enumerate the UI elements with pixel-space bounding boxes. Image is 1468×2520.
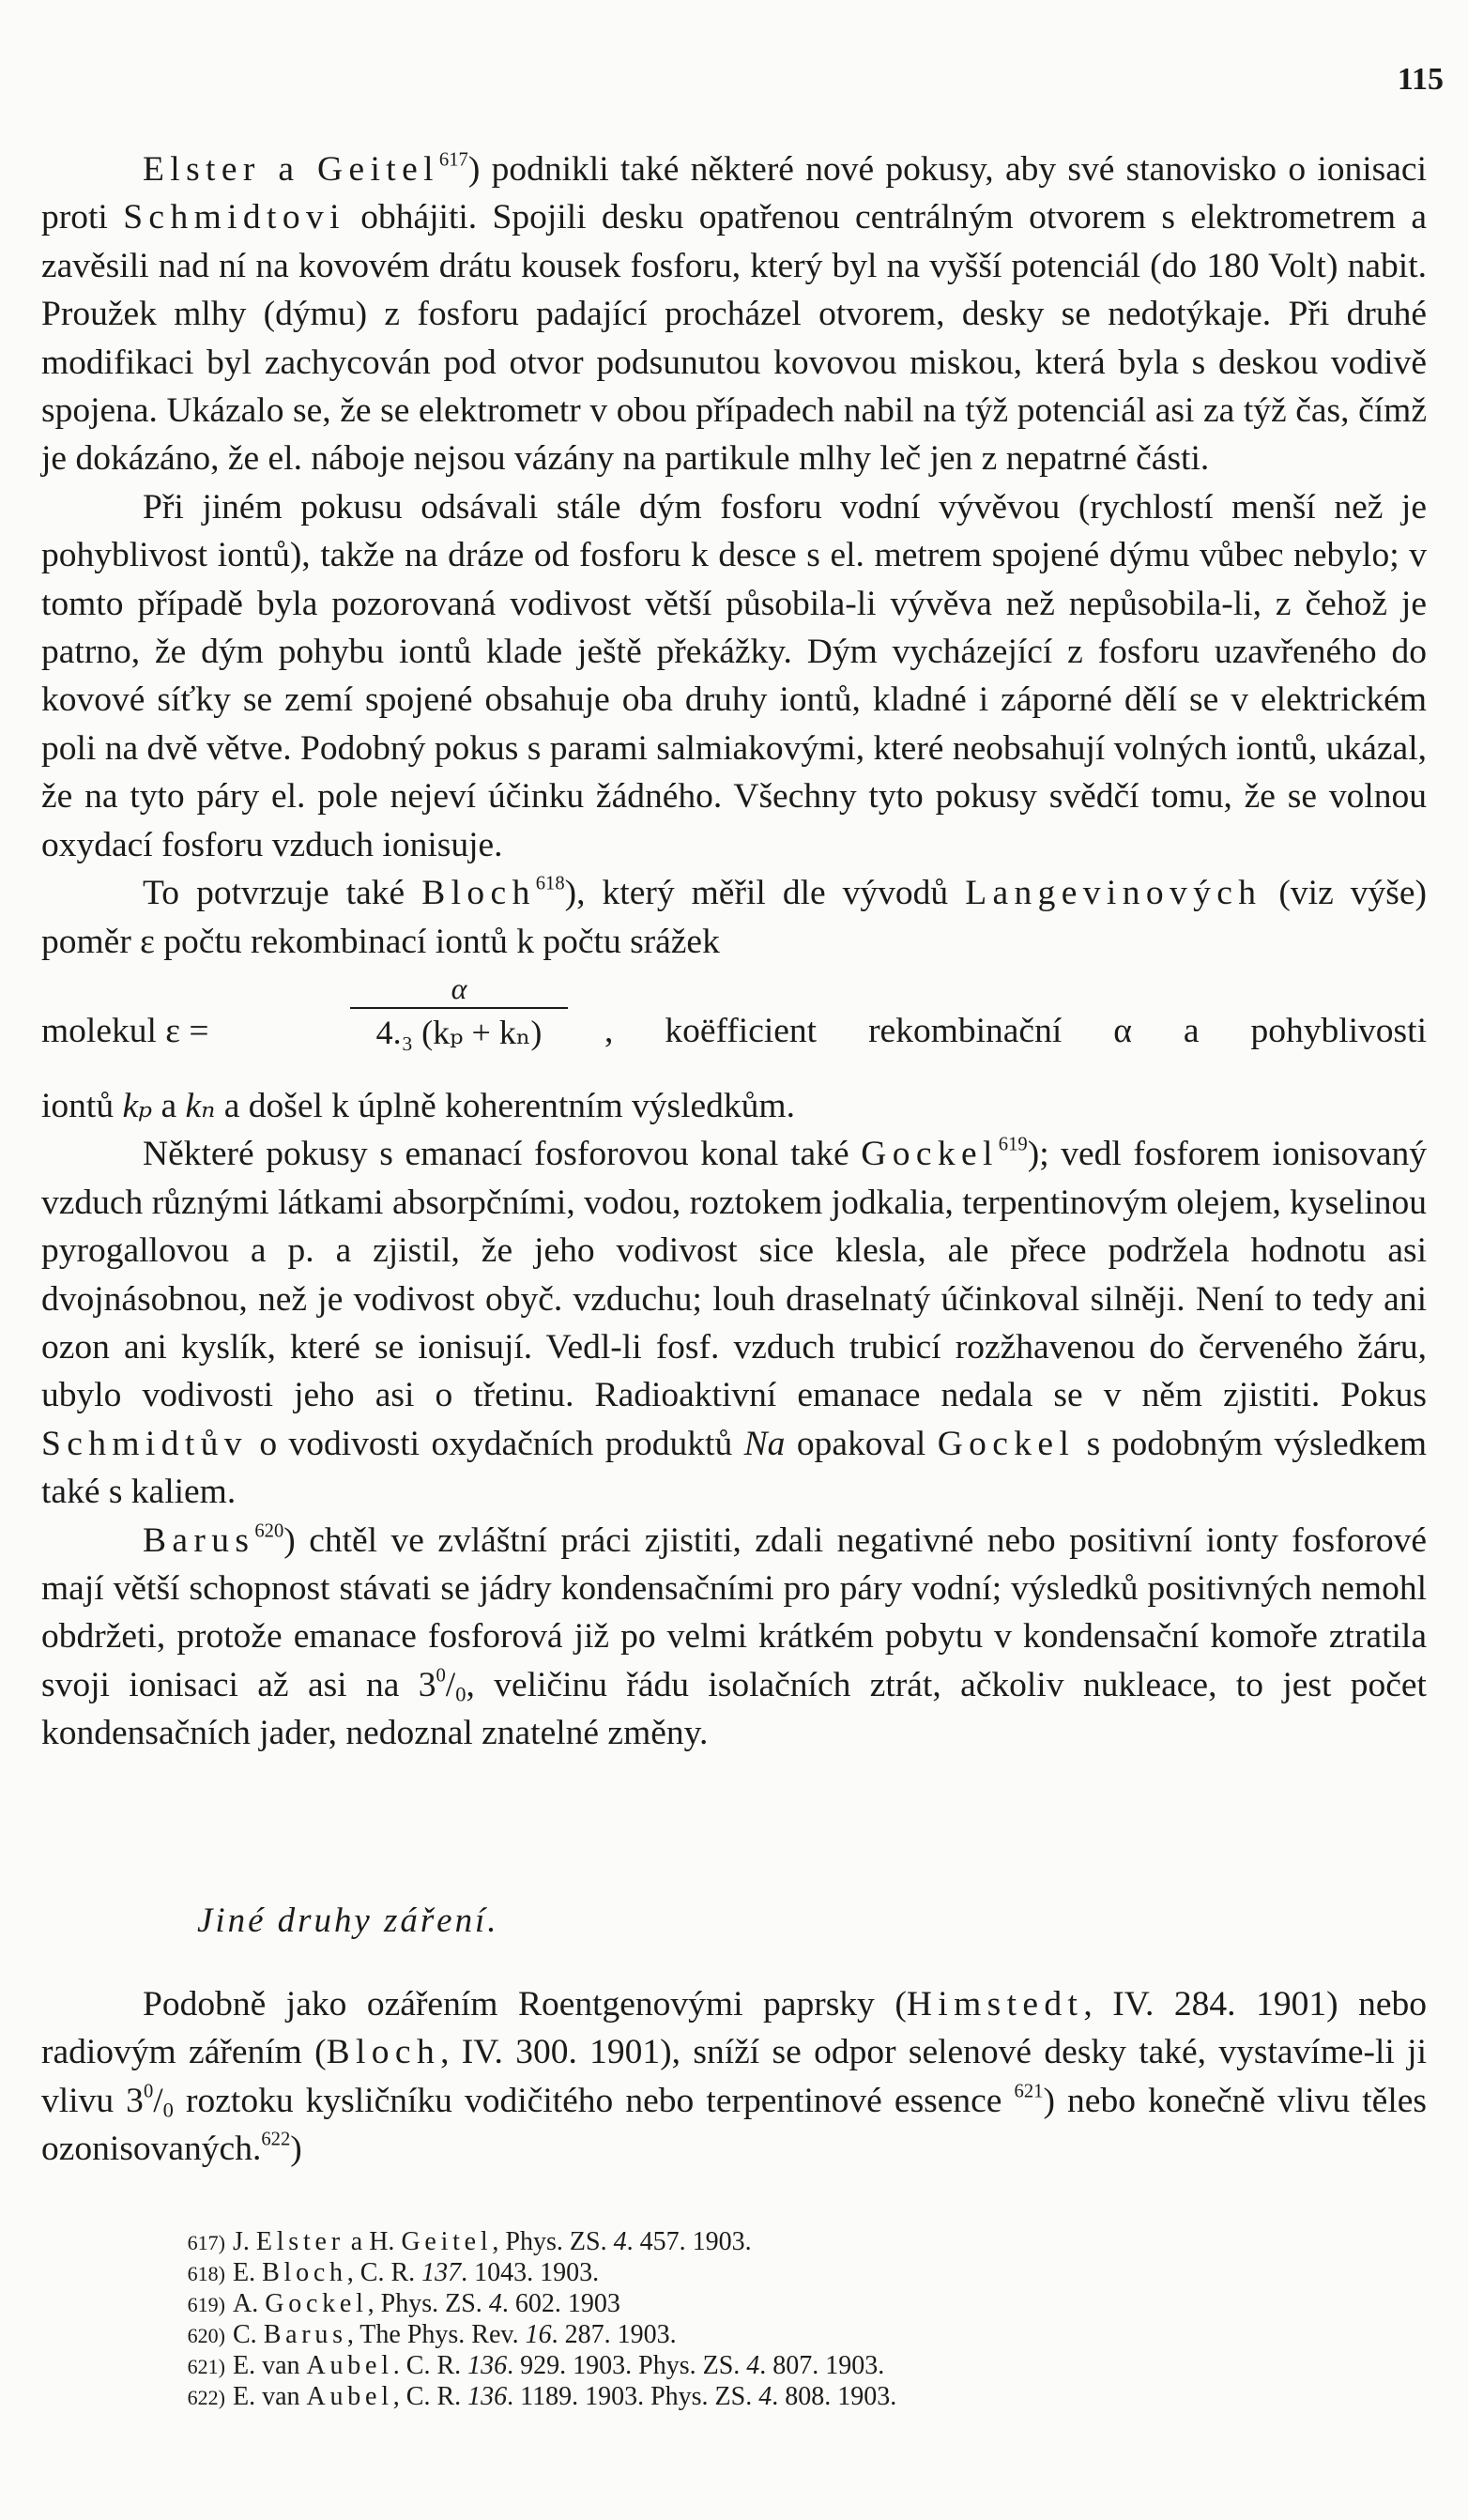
section-heading: Jiné druhy záření. bbox=[197, 1901, 499, 1940]
footnote-mark: 621) bbox=[187, 2355, 225, 2378]
superscript: 619 bbox=[998, 1134, 1028, 1155]
text-run: To potvrzuje také bbox=[143, 874, 422, 913]
text-run: Některé pokusy s emanací fosforovou konal také bbox=[143, 1135, 862, 1174]
italic-text: 136 bbox=[467, 2351, 508, 2380]
text-run: . 929. 1903. Phys. ZS. bbox=[507, 2351, 747, 2380]
text-run: ) bbox=[290, 2130, 302, 2169]
spaced-name: Bloch bbox=[421, 874, 536, 913]
text-run: / bbox=[445, 1665, 456, 1704]
paragraph bbox=[41, 869, 1427, 966]
italic-text: 136 bbox=[467, 2382, 508, 2411]
equation-left: molekul ε = bbox=[41, 1011, 209, 1050]
text-run: ) chtěl ve zvláštní práci zjistiti, zdali negativné nebo positivní ionty fosforové mají větší schopnost stávati se jádry kondensačními pro páry vodní; výsledků positivných nemohl obdržeti, protože emanace fosforová již po velmi krátkém pobytu v kondensační komoře ztratila svoji ionisaci až asi na 3 bbox=[41, 1520, 1427, 1704]
text-run: o vodivosti oxydačních produktů bbox=[247, 1424, 744, 1463]
text-run: E. van bbox=[233, 2351, 307, 2380]
spaced-name: Geitel bbox=[401, 2227, 493, 2256]
main-text bbox=[41, 145, 1427, 1758]
italic-text: kₙ bbox=[185, 1086, 216, 1125]
spaced-name: Barus bbox=[143, 1520, 255, 1560]
footnote-mark: 618) bbox=[187, 2262, 225, 2285]
spaced-name: Gockel bbox=[937, 1424, 1076, 1463]
page-number: 115 bbox=[1397, 62, 1444, 97]
superscript: 621 bbox=[1014, 2081, 1044, 2102]
spaced-name: Gockel bbox=[265, 2289, 368, 2318]
footnote bbox=[158, 2289, 896, 2320]
italic-text: 4 bbox=[746, 2351, 760, 2380]
text-run: ), který měřil dle vývodů bbox=[564, 874, 966, 913]
superscript: 620 bbox=[254, 1520, 284, 1542]
spaced-name: Gockel bbox=[861, 1135, 999, 1174]
spaced-name: Elster bbox=[255, 2227, 344, 2256]
text-run: . C. R. bbox=[392, 2351, 468, 2380]
footnote-text bbox=[233, 2258, 599, 2287]
spaced-name: Elster a Geitel bbox=[143, 150, 439, 189]
text-run: ) podnikli také některé nové pokusy, aby své stanovisko o ionisaci proti bbox=[41, 150, 1427, 237]
text-run: Podobně jako ozářením Roentgenovými paprsky ( bbox=[143, 1985, 907, 2024]
text-run: A. bbox=[233, 2289, 266, 2318]
footnote bbox=[158, 2351, 896, 2382]
spaced-name: Bloch bbox=[326, 2033, 441, 2072]
superscript: 618 bbox=[535, 873, 565, 894]
superscript: 0 bbox=[143, 2081, 154, 2102]
italic-text: Na bbox=[743, 1424, 786, 1463]
text-run: . 808. 1903. bbox=[772, 2382, 897, 2411]
text-run: . 457. 1903. bbox=[626, 2227, 752, 2256]
paragraph bbox=[41, 1082, 1427, 1130]
paragraph bbox=[41, 483, 1427, 869]
italic-text: 137 bbox=[421, 2258, 462, 2287]
superscript: 0 bbox=[436, 1665, 446, 1687]
italic-text: 4 bbox=[613, 2227, 627, 2256]
subscript: 0 bbox=[162, 2098, 174, 2122]
footnote-mark: 622) bbox=[187, 2386, 225, 2409]
superscript: 622 bbox=[261, 2129, 291, 2150]
spaced-name: Langevinových bbox=[965, 874, 1262, 913]
text-run: , IV. 300. 1901), sníží se odpor selenové desky také, vystavíme-li ji vlivu 3 bbox=[41, 2033, 1428, 2120]
equation-denominator: 4.₃ (kₚ + kₙ) bbox=[375, 1013, 543, 1051]
footnote-text bbox=[233, 2289, 620, 2318]
footnote-text bbox=[233, 2382, 896, 2411]
footnote bbox=[158, 2227, 896, 2258]
text-run: E. van bbox=[233, 2382, 307, 2411]
spaced-name: Himstedt bbox=[906, 1985, 1084, 2024]
subscript: 0 bbox=[455, 1682, 466, 1706]
spaced-name: Schmidtovi bbox=[123, 198, 345, 237]
text-run: a bbox=[152, 1086, 186, 1125]
spaced-name: Bloch bbox=[262, 2258, 347, 2287]
footnote bbox=[158, 2258, 896, 2289]
text-run: Při jiném pokusu odsávali stále dým fosforu vodní vývěvou (rychlostí menší než je pohyblivost iontů), takže na dráze od fosforu k desce s el. metrem spojené dýmu vůbec nebylo; v tomto případě byla pozorovaná vodivost větší působila-li vývěva než nepůsobila-li, z čehož je patrno, že dým pohybu iontů klade ještě překážky. Dým vycházející z fosforu uzavřeného do kovové síťky se zemí spojené obsahuje oba druhy iontů, kladné i záporné dělí se v elektrickém poli na dvě větve. Podobný pokus s parami salmiakovými, které neobsahují volných iontů, ukázal, že na tyto páry el. pole nejeví účinku žádného. Všechny tyto pokusy svědčí tomu, že se volnou oxydací fosforu vzduch ionisuje. bbox=[41, 487, 1427, 864]
footnote-text bbox=[233, 2320, 677, 2349]
footnote-text bbox=[233, 2351, 884, 2380]
equation-numerator: α bbox=[451, 970, 467, 1005]
spaced-name: Barus bbox=[263, 2320, 347, 2349]
text-run: . 602. 1903 bbox=[501, 2289, 620, 2318]
paragraph bbox=[41, 145, 1427, 483]
footnote bbox=[158, 2320, 896, 2351]
paragraph bbox=[41, 1980, 1427, 2174]
equation-line bbox=[41, 966, 1427, 1082]
text-run: . 1043. 1903. bbox=[461, 2258, 600, 2287]
text-run: , Phys. ZS. bbox=[492, 2227, 614, 2256]
text-run: ) nebo konečně vlivu těles ozonisovaných. bbox=[41, 2081, 1427, 2169]
text-run: . 1189. 1903. Phys. ZS. bbox=[507, 2382, 759, 2411]
italic-text: kₚ bbox=[122, 1086, 153, 1125]
text-run: a H. bbox=[344, 2227, 402, 2256]
footnotes bbox=[158, 2227, 896, 2413]
equation-right: , koëfficient rekombinační α a pohyblivosti bbox=[604, 1011, 1427, 1050]
superscript: 617 bbox=[438, 149, 468, 171]
text-run: , C. R. bbox=[392, 2382, 468, 2411]
text-run: . 287. 1903. bbox=[551, 2320, 677, 2349]
italic-text: 4 bbox=[758, 2382, 772, 2411]
footnote bbox=[158, 2382, 896, 2413]
text-run: iontů bbox=[41, 1086, 123, 1125]
text-run: s podobným výsledkem také s kaliem. bbox=[41, 1424, 1428, 1512]
footnote-mark: 617) bbox=[187, 2231, 225, 2254]
text-run: (viz výše) poměr ε počtu rekombinací iontů k počtu srážek bbox=[41, 874, 1427, 961]
text-run: , IV. 284. 1901) nebo radiovým zářením ( bbox=[41, 1985, 1428, 2072]
text-run: E. bbox=[233, 2258, 263, 2287]
italic-text: 4 bbox=[488, 2289, 502, 2318]
footnote-mark: 619) bbox=[187, 2293, 225, 2316]
footnote-text bbox=[233, 2227, 752, 2256]
text-run: ); vedl fosforem ionisovaný vzduch různými látkami absorpčními, vodou, roztokem jodkalia, terpentinovým olejem, kyselinou pyrogallovou a p. a zjistil, že jeho vodivost sice klesla, ale přece podržela hodnotu asi dvojnásobnou, než je vodivost obyč. vzduchu; louh draselnatý účinkoval silněji. Není to tedy ani ozon ani kyslík, které se ionisují. Vedl-li fosf. vzduch trubicí rozžhavenou do červeného žáru, ubylo vodivosti jeho asi o třetinu. Radioaktivní emanace nedala se v něm zjistiti. Pokus bbox=[41, 1135, 1427, 1415]
text-run: , C. R. bbox=[346, 2258, 422, 2287]
spaced-name: Aubel bbox=[306, 2382, 393, 2411]
paragraph bbox=[41, 1517, 1427, 1758]
text-run: opakoval bbox=[785, 1424, 938, 1463]
text-run: . 807. 1903. bbox=[759, 2351, 885, 2380]
section-text bbox=[41, 1980, 1427, 2174]
text-run: obhájiti. Spojili desku opatřenou centrálným otvorem s elektrometrem a zavěsili nad ní na kovovém drátu kousek fosforu, který byl na vyšší potenciál (do 180 Volt) nabit. Proužek mlhy (dýmu) z fosforu padající procházel otvorem, desky se nedotýkaje. Při druhé modifikaci byl zachycován pod otvor podsunutou kovovou miskou, která byla s deskou vodivě spojena. Ukázalo se, že se elektrometr v obou případech nabil na týž potenciál asi za týž čas, čímž je dokázáno, že el. náboje nejsou vázány na partikule mlhy leč jen z nepatrné části. bbox=[41, 198, 1427, 479]
text-run: a došel k úplně koherentním výsledkům. bbox=[215, 1086, 795, 1125]
text-run: , veličinu řádu isolačních ztrát, ačkoliv nukleace, to jest počet kondensačních jader, nedoznal znatelné změny. bbox=[41, 1665, 1427, 1753]
text-run: C. bbox=[233, 2320, 264, 2349]
text-run: , Phys. ZS. bbox=[367, 2289, 489, 2318]
text-run: / bbox=[153, 2081, 163, 2120]
footnote-mark: 620) bbox=[187, 2324, 225, 2347]
text-run: roztoku kysličníku vodičitého nebo terpentinové essence bbox=[173, 2081, 1015, 2120]
spaced-name: Schmidtův bbox=[41, 1424, 248, 1463]
text-run: , The Phys. Rev. bbox=[346, 2320, 526, 2349]
equation-fraction bbox=[328, 970, 590, 1056]
spaced-name: Aubel bbox=[306, 2351, 393, 2380]
italic-text: 16 bbox=[525, 2320, 552, 2349]
text-run: J. bbox=[233, 2227, 256, 2256]
paragraph bbox=[41, 1130, 1427, 1516]
